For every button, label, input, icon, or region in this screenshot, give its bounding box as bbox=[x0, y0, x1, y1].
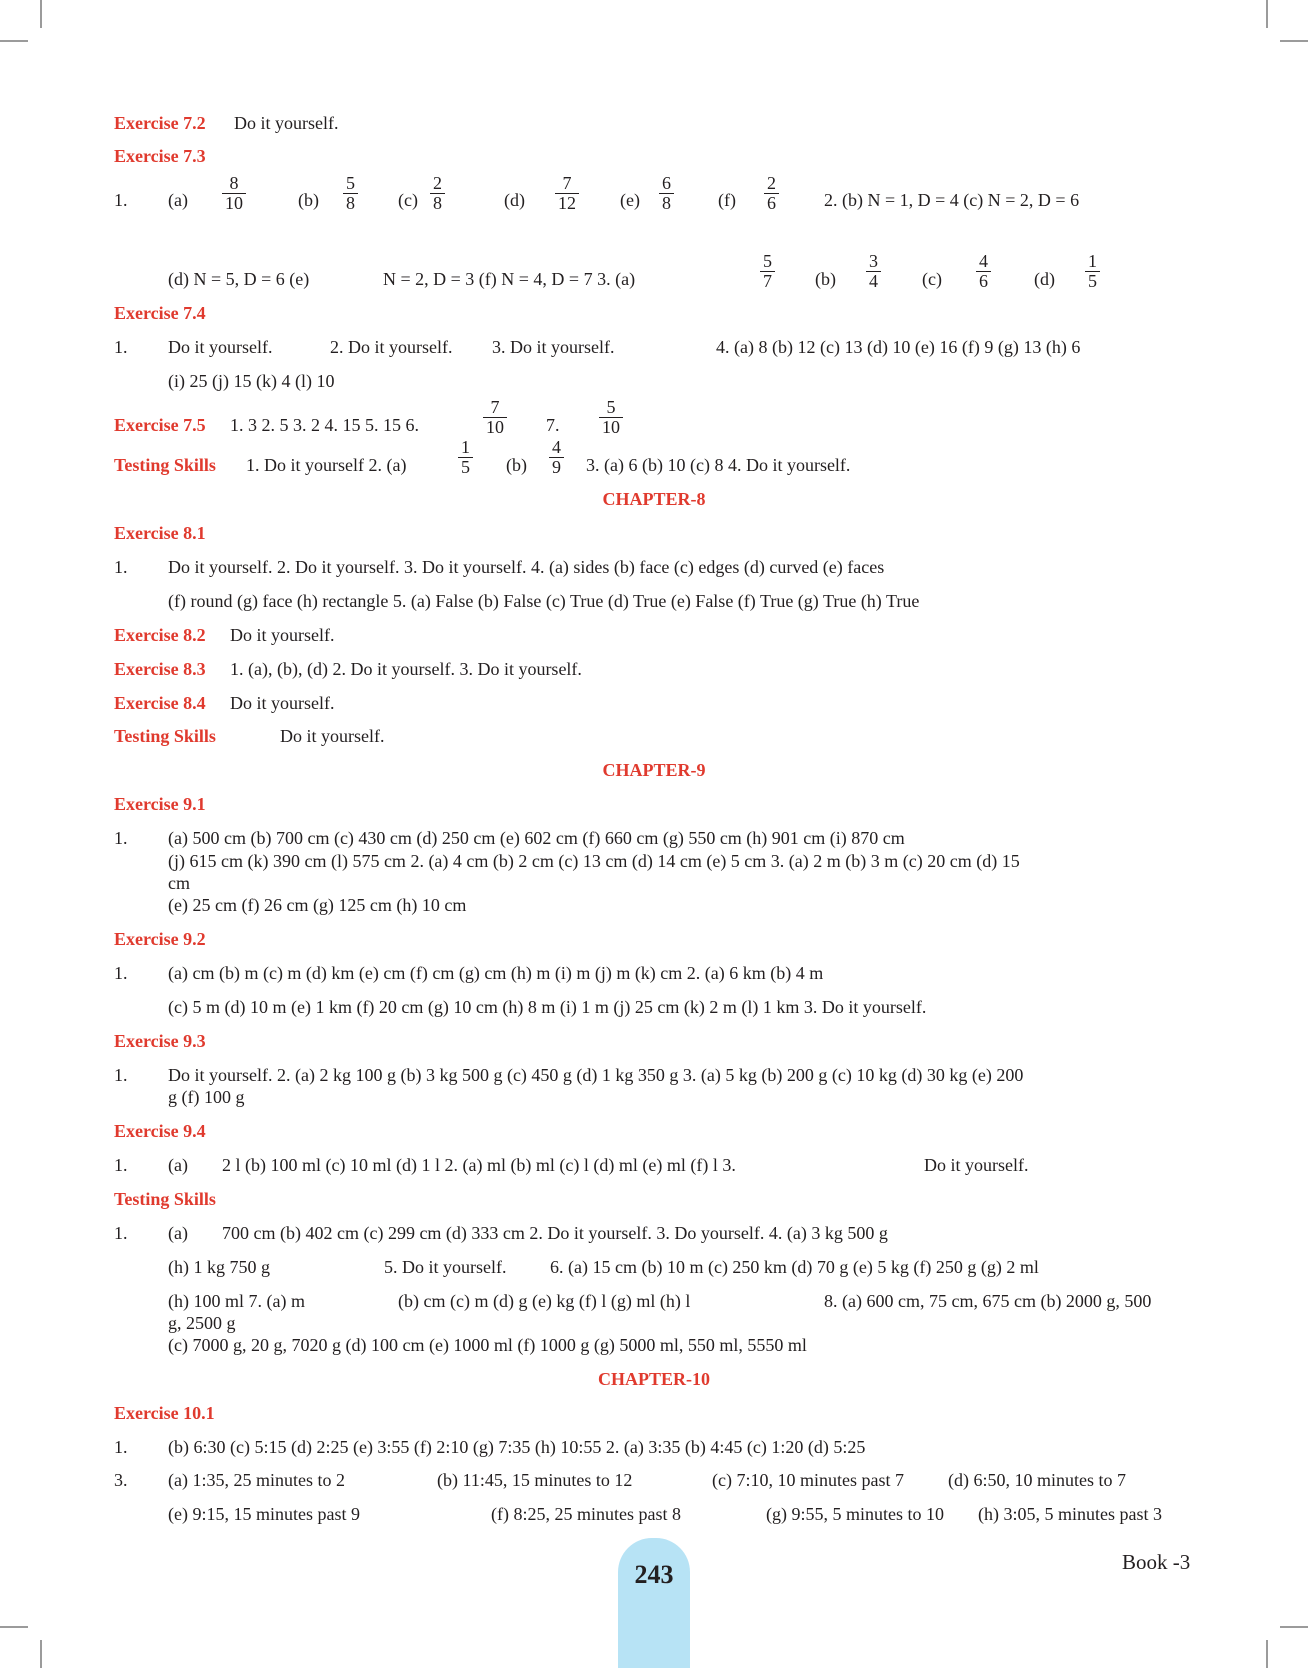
exercise-8-3-heading: Exercise 8.3 bbox=[114, 659, 206, 679]
crop-mark bbox=[1266, 1640, 1268, 1668]
answer-text: g, 2500 g bbox=[168, 1313, 236, 1333]
testing-skills-heading: Testing Skills bbox=[114, 1189, 216, 1209]
exercise-7-2-heading: Exercise 7.2 bbox=[114, 113, 206, 133]
question-number: 1. bbox=[114, 1437, 128, 1457]
testing-skills-heading: Testing Skills bbox=[114, 726, 216, 746]
fraction: $\frac{1}{5}$ bbox=[1085, 252, 1100, 291]
answer-text: 2 l (b) 100 ml (c) 10 ml (d) 1 l 2. (a) ml (b) ml (c) l (d) ml (e) ml (f) l 3. bbox=[222, 1155, 736, 1175]
answer-text: g (f) 100 g bbox=[168, 1087, 245, 1107]
answer-text: (a) cm (b) m (c) m (d) km (e) cm (f) cm (g) cm (h) m (i) m (j) m (k) cm 2. (a) 6 km (b) 4 m bbox=[168, 963, 824, 983]
testing-skills-heading: Testing Skills bbox=[114, 455, 216, 475]
answer-text: Do it yourself. bbox=[230, 693, 335, 713]
fraction: $\frac{5}{7}$ bbox=[760, 252, 775, 291]
page-number-tab bbox=[618, 1538, 690, 1668]
option-label: (d) bbox=[1034, 269, 1055, 289]
fraction: $\frac{5}{10}$ bbox=[599, 398, 623, 437]
answer-text: (a) 500 cm (b) 700 cm (c) 430 cm (d) 250 cm (e) 602 cm (f) 660 cm (g) 550 cm (h) 901 cm (i) 870 cm bbox=[168, 828, 905, 848]
chapter-9-heading: CHAPTER-9 bbox=[602, 760, 706, 780]
fraction: $\frac{8}{10}$ bbox=[222, 174, 246, 213]
fraction: $\frac{6}{8}$ bbox=[659, 174, 674, 213]
answer-text: (j) 615 cm (k) 390 cm (l) 575 cm 2. (a) 4 cm (b) 2 cm (c) 13 cm (d) 14 cm (e) 5 cm 3. (a) 2 m (b) 3 m (c) 20 cm (d) 15 bbox=[168, 851, 1020, 871]
answer-text: 1. (a), (b), (d) 2. Do it yourself. 3. Do it yourself. bbox=[230, 659, 582, 679]
page-number: 243 bbox=[634, 1560, 674, 1589]
answer-text: (i) 25 (j) 15 (k) 4 (l) 10 bbox=[168, 371, 335, 391]
exercise-8-4-heading: Exercise 8.4 bbox=[114, 693, 206, 713]
answer-text: Do it yourself. 2. (a) 2 kg 100 g (b) 3 kg 500 g (c) 450 g (d) 1 kg 350 g 3. (a) 5 kg (b) 200 g (c) 10 kg (d) 30 kg (e) 200 bbox=[168, 1065, 1024, 1085]
exercise-9-3-heading: Exercise 9.3 bbox=[114, 1031, 206, 1051]
exercise-9-4-heading: Exercise 9.4 bbox=[114, 1121, 206, 1141]
answer-text: 1. Do it yourself 2. (a) bbox=[246, 455, 407, 475]
question-number: 7. bbox=[546, 415, 560, 435]
answer-text: 1. 3 2. 5 3. 2 4. 15 5. 15 6. bbox=[230, 415, 419, 435]
option-label: (b) bbox=[506, 455, 527, 475]
option-label: (d) bbox=[504, 190, 525, 210]
exercise-8-1-heading: Exercise 8.1 bbox=[114, 523, 206, 543]
answer-text: (c) 7000 g, 20 g, 7020 g (d) 100 cm (e) 1000 ml (f) 1000 g (g) 5000 ml, 550 ml, 5550 ml bbox=[168, 1335, 807, 1355]
question-number: 1. bbox=[114, 828, 128, 848]
answer-text: (b) 6:30 (c) 5:15 (d) 2:25 (e) 3:55 (f) 2:10 (g) 7:35 (h) 10:55 2. (a) 3:35 (b) 4:45 (c) 1:20 (d) 5:25 bbox=[168, 1437, 866, 1457]
fraction: $\frac{2}{8}$ bbox=[430, 174, 445, 213]
crop-mark bbox=[0, 1626, 28, 1628]
answer-text: Do it yourself. bbox=[280, 726, 385, 746]
answer-text: (f) 8:25, 25 minutes past 8 bbox=[491, 1504, 681, 1524]
crop-mark bbox=[1280, 40, 1308, 42]
crop-mark bbox=[40, 1640, 42, 1668]
answer-text: 6. (a) 15 cm (b) 10 m (c) 250 km (d) 70 g (e) 5 kg (f) 250 g (g) 2 ml bbox=[550, 1257, 1039, 1277]
answer-text: (h) 3:05, 5 minutes past 3 bbox=[978, 1504, 1162, 1524]
question-number: 1. bbox=[114, 963, 128, 983]
option-label: (f) bbox=[718, 190, 736, 210]
exercise-7-4-heading: Exercise 7.4 bbox=[114, 303, 206, 323]
option-label: (a) bbox=[168, 1223, 188, 1243]
answer-text: 3. Do it yourself. bbox=[492, 337, 615, 357]
option-label: (a) bbox=[168, 190, 188, 210]
answer-text: 4. (a) 8 (b) 12 (c) 13 (d) 10 (e) 16 (f) 9 (g) 13 (h) 6 bbox=[716, 337, 1081, 357]
answer-text: N = 2, D = 3 (f) N = 4, D = 7 3. (a) bbox=[383, 269, 636, 289]
chapter-10-heading: CHAPTER-10 bbox=[598, 1369, 710, 1389]
question-number: 3. bbox=[114, 1470, 128, 1490]
chapter-8-heading: CHAPTER-8 bbox=[602, 489, 706, 509]
crop-mark bbox=[1266, 0, 1268, 28]
question-number: 1. bbox=[114, 1223, 128, 1243]
fraction: $\frac{4}{9}$ bbox=[549, 438, 564, 477]
answer-text: 8. (a) 600 cm, 75 cm, 675 cm (b) 2000 g, 500 bbox=[824, 1291, 1152, 1311]
fraction: $\frac{7}{10}$ bbox=[483, 398, 507, 437]
answer-text: (g) 9:55, 5 minutes to 10 bbox=[766, 1504, 944, 1524]
fraction: $\frac{5}{8}$ bbox=[343, 174, 358, 213]
answer-text: (d) 6:50, 10 minutes to 7 bbox=[948, 1470, 1126, 1490]
answer-text: (c) 5 m (d) 10 m (e) 1 km (f) 20 cm (g) 10 cm (h) 8 m (i) 1 m (j) 25 cm (k) 2 m (l) 1 km 3. Do it yourself. bbox=[168, 997, 927, 1017]
answer-text: 5. Do it yourself. bbox=[384, 1257, 507, 1277]
answer-text: 700 cm (b) 402 cm (c) 299 cm (d) 333 cm 2. Do it yourself. 3. Do yourself. 4. (a) 3 kg 500 g bbox=[222, 1223, 888, 1243]
answer-text: 2. (b) N = 1, D = 4 (c) N = 2, D = 6 bbox=[824, 190, 1080, 210]
answer-text: (c) 7:10, 10 minutes past 7 bbox=[712, 1470, 904, 1490]
answer-text: (b) 11:45, 15 minutes to 12 bbox=[437, 1470, 633, 1490]
answer-text: Do it yourself. bbox=[230, 625, 335, 645]
answer-text: (e) 25 cm (f) 26 cm (g) 125 cm (h) 10 cm bbox=[168, 895, 467, 915]
answer-text: (h) 100 ml 7. (a) m bbox=[168, 1291, 305, 1311]
option-label: (c) bbox=[398, 190, 418, 210]
exercise-7-5-heading: Exercise 7.5 bbox=[114, 415, 206, 435]
exercise-7-2-text: Do it yourself. bbox=[234, 113, 339, 133]
answer-text: 2. Do it yourself. bbox=[330, 337, 453, 357]
crop-mark bbox=[40, 0, 42, 28]
question-number: 1. bbox=[114, 337, 128, 357]
answer-text: Do it yourself. 2. Do it yourself. 3. Do it yourself. 4. (a) sides (b) face (c) edges (d) curved (e) faces bbox=[168, 557, 885, 577]
exercise-9-2-heading: Exercise 9.2 bbox=[114, 929, 206, 949]
answer-text: (d) N = 5, D = 6 (e) bbox=[168, 269, 310, 289]
crop-mark bbox=[0, 40, 28, 42]
answer-text: (h) 1 kg 750 g bbox=[168, 1257, 270, 1277]
answer-text: (e) 9:15, 15 minutes past 9 bbox=[168, 1504, 360, 1524]
exercise-9-1-heading: Exercise 9.1 bbox=[114, 794, 206, 814]
answer-text: (a) 1:35, 25 minutes to 2 bbox=[168, 1470, 345, 1490]
fraction: $\frac{7}{12}$ bbox=[555, 174, 579, 213]
answer-text: (f) round (g) face (h) rectangle 5. (a) False (b) False (c) True (d) True (e) False (f) True (g) True (h) True bbox=[168, 591, 920, 611]
exercise-7-3-heading: Exercise 7.3 bbox=[114, 146, 206, 166]
answer-text: 3. (a) 6 (b) 10 (c) 8 4. Do it yourself. bbox=[586, 455, 851, 475]
option-label: (b) bbox=[815, 269, 836, 289]
answer-text: Do it yourself. bbox=[924, 1155, 1029, 1175]
option-label: (a) bbox=[168, 1155, 188, 1175]
option-label: (b) bbox=[298, 190, 319, 210]
fraction: $\frac{4}{6}$ bbox=[976, 252, 991, 291]
option-label: (e) bbox=[620, 190, 640, 210]
question-number: 1. bbox=[114, 1065, 128, 1085]
option-label: (c) bbox=[922, 269, 942, 289]
question-number: 1. bbox=[114, 557, 128, 577]
answer-text: cm bbox=[168, 873, 190, 893]
fraction: $\frac{2}{6}$ bbox=[764, 174, 779, 213]
book-label: Book -3 bbox=[1122, 1550, 1191, 1574]
answer-text: (b) cm (c) m (d) g (e) kg (f) l (g) ml (h) l bbox=[398, 1291, 691, 1311]
question-number: 1. bbox=[114, 1155, 128, 1175]
fraction: $\frac{3}{4}$ bbox=[866, 252, 881, 291]
question-number: 1. bbox=[114, 190, 128, 210]
answer-text: Do it yourself. bbox=[168, 337, 273, 357]
exercise-10-1-heading: Exercise 10.1 bbox=[114, 1403, 215, 1423]
exercise-8-2-heading: Exercise 8.2 bbox=[114, 625, 206, 645]
crop-mark bbox=[1280, 1626, 1308, 1628]
fraction: $\frac{1}{5}$ bbox=[458, 438, 473, 477]
